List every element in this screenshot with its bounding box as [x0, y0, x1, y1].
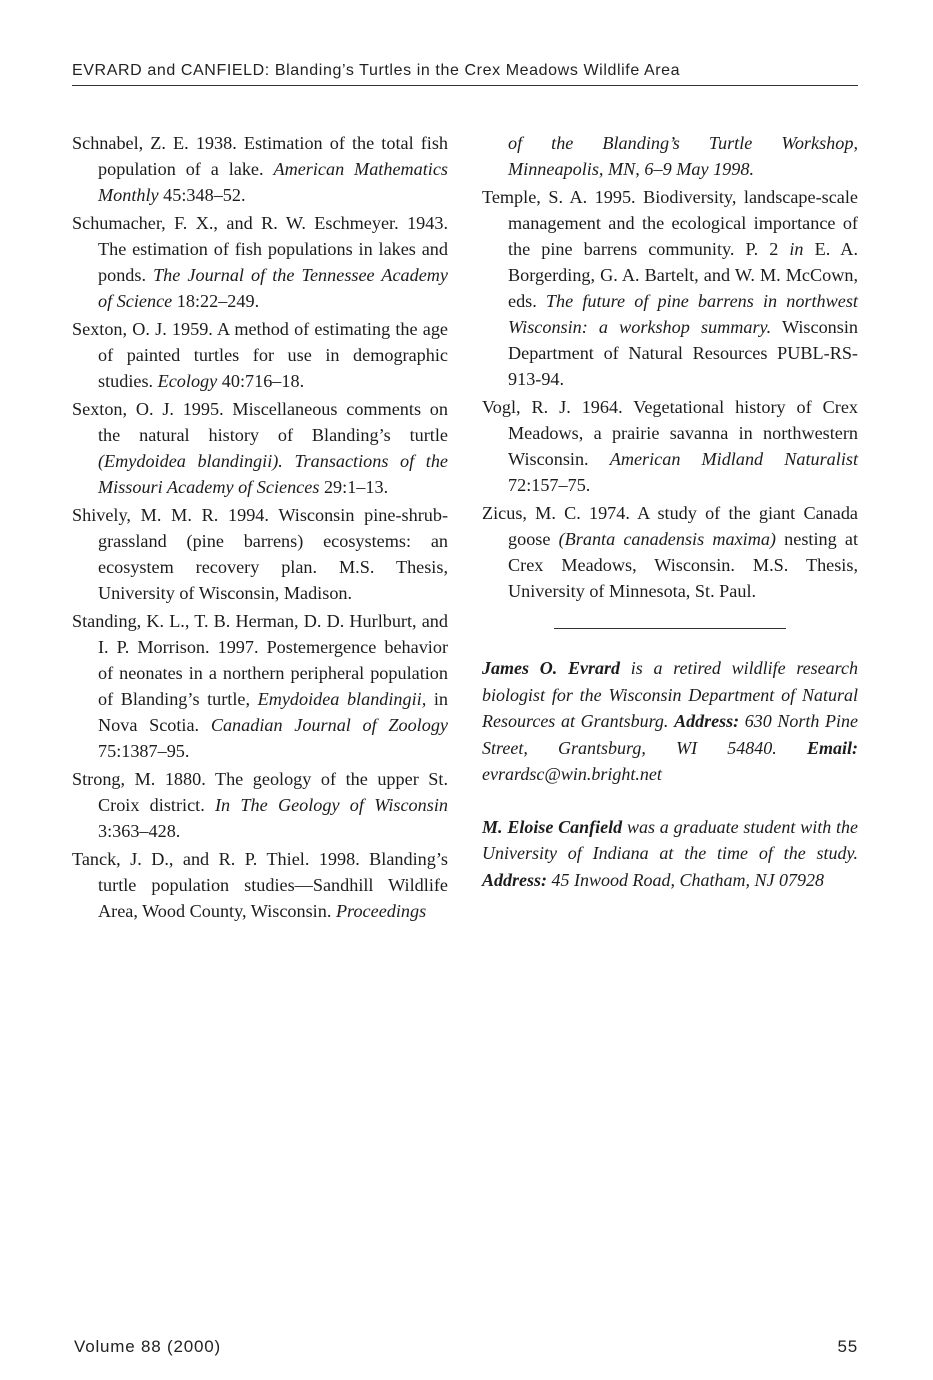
- reference-schnabel-1938: Schnabel, Z. E. 1938. Estimation of the total fish population of a lake. American Mathematics Monthly 45:348–52.: [72, 133, 449, 205]
- author-email: evrardsc@win.bright.net: [482, 764, 662, 784]
- header-rule: [72, 85, 858, 86]
- right-column: [482, 130, 858, 893]
- reference-tanck-1998-continued: of the Blanding’s Turtle Workshop, Minneapolis, MN, 6–9 May 1998.: [508, 133, 858, 179]
- reference-strong-1880: Strong, M. 1880. The geology of the upper St. Croix district. In The Geology of Wisconsin 3:363–428.: [72, 769, 448, 841]
- reference-shively-1994: Shively, M. M. R. 1994. Wisconsin pine-shrub-grassland (pine barrens) ecosystems: an ecosystem recovery plan. M.S. Thesis, University of Wisconsin, Madison.: [72, 505, 448, 603]
- footer-volume: Volume 88 (2000): [74, 1337, 221, 1356]
- left-column: [72, 130, 448, 926]
- reference-zicus-1974: Zicus, M. C. 1974. A study of the giant Canada goose (Branta canadensis maxima) nesting at Crex Meadows, Wisconsin. M.S. Thesis, University of Minnesota, St. Paul.: [482, 503, 859, 601]
- author-bio-evrard: James O. Evrard is a retired wildlife research biologist for the Wisconsin Department of Natural Resources at Grantsburg. Address: 630 North Pine Street, Grantsburg, WI 54840. Email: evrardsc@win.bright.net: [482, 658, 858, 784]
- running-head: EVRARD and CANFIELD: Blanding’s Turtles in the Crex Meadows Wildlife Area: [72, 62, 681, 79]
- author-bio-canfield: M. Eloise Canfield was a graduate student with the University of Indiana at the time of the study. Address: 45 Inwood Road, Chatham, NJ 07928: [482, 816, 859, 890]
- reference-vogl-1964: Vogl, R. J. 1964. Vegetational history of Crex Meadows, a prairie savanna in northwestern Wisconsin. American Midland Naturalist 72:157–75.: [482, 397, 858, 495]
- section-divider: [554, 628, 786, 629]
- page-number: 55: [837, 1337, 858, 1356]
- reference-schumacher-1943: Schumacher, F. X., and R. W. Eschmeyer. 1943. The estimation of fish populations in lakes and ponds. The Journal of the Tennessee Academy of Science 18:22–249.: [72, 213, 448, 311]
- reference-sexton-1995: Sexton, O. J. 1995. Miscellaneous comments on the natural history of Blanding’s turtle (Emydoidea blandingii). Transactions of the Missouri Academy of Sciences 29:1–13.: [72, 399, 448, 497]
- reference-standing-1997: Standing, K. L., T. B. Herman, D. D. Hurlburt, and I. P. Morrison. 1997. Postemergence behavior of neonates in a northern peripheral population of Blanding’s turtle, Emydoidea blandingii, in Nova Scotia. Canadian Journal of Zoology 75:1387–95.: [72, 611, 448, 761]
- reference-tanck-1998: Tanck, J. D., and R. P. Thiel. 1998. Blanding’s turtle population studies—Sandhill Wildlife Area, Wood County, Wisconsin. Proceedings: [72, 849, 448, 921]
- reference-sexton-1959: Sexton, O. J. 1959. A method of estimating the age of painted turtles for use in demographic studies. Ecology 40:716–18.: [72, 319, 448, 391]
- reference-temple-1995: Temple, S. A. 1995. Biodiversity, landscape-scale management and the ecological importance of the pine barrens community. P. 2 in E. A. Borgerding, G. A. Bartelt, and W. M. McCown, eds. The future of pine barrens in northwest Wisconsin: a workshop summary. Wisconsin Department of Natural Resources PUBL-RS-913-94.: [482, 187, 858, 389]
